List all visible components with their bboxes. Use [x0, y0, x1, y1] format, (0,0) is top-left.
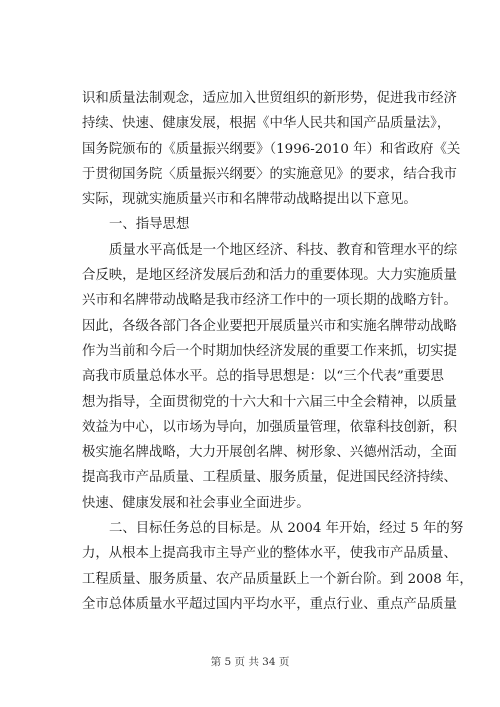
- text-line: 高我市质量总体水平。总的指导思想是：以“三个代表”重要思: [82, 369, 444, 385]
- page-number-label: 第 5 页 共 34 页: [210, 656, 290, 668]
- text-line: 质量水平高低是一个地区经济、科技、教育和管理水平的综: [109, 242, 458, 258]
- text-line: 全市总体质量水平超过国内平均水平，重点行业、重点产品质量: [82, 596, 457, 612]
- text-line: 合反映，是地区经济发展后劲和活力的重要体现。大力实施质量: [82, 268, 457, 284]
- text-line: 实际，现就实施质量兴市和名牌带动战略提出以下意见。: [82, 192, 417, 208]
- text-line: 国务院颁布的《质量振兴纲要》（1996-2010 年）和省政府《关: [82, 141, 461, 157]
- text-line: 极实施名牌战略，大力开展创名牌、树形象、兴德州活动，全面: [82, 445, 457, 461]
- text-line: 因此，各级各部门各企业要把开展质量兴市和实施名牌带动战略: [82, 318, 457, 334]
- text-line: 兴市和名牌带动战略是我市经济工作中的一项长期的战略方针。: [82, 293, 457, 309]
- text-line: 持续、快速、健康发展，根据《中华人民共和国产品质量法》，: [82, 116, 451, 132]
- document-body: [82, 86, 473, 617]
- text-line: 力，从根本上提高我市主导产业的整体水平，使我市产品质量、: [82, 546, 457, 562]
- text-line: 工程质量、服务质量、农产品质量跃上一个新台阶。到 2008 年，: [82, 571, 473, 587]
- text-line: 于贯彻国务院〈质量振兴纲要〉的实施意见》的要求，结合我市: [82, 166, 457, 182]
- text-line: 提高我市产品质量、工程质量、服务质量，促进国民经济持续、: [82, 470, 457, 486]
- section-heading: 一、指导思想: [109, 217, 190, 233]
- page-footer: [0, 654, 500, 669]
- text-line: 想为指导，全面贯彻党的十六大和十六届三中全会精神，以质量: [82, 394, 457, 410]
- text-line: 快速、健康发展和社会事业全面进步。: [82, 495, 310, 511]
- section-heading: 二、目标任务总的目标是。从 2004 年开始，经过 5 年的努: [109, 521, 464, 537]
- text-line: 作为当前和今后一个时期加快经济发展的重要工作来抓，切实提: [82, 343, 457, 359]
- text-line: 识和质量法制观念，适应加入世贸组织的新形势，促进我市经济: [82, 91, 457, 106]
- text-line: 效益为中心，以市场为导向，加强质量管理，依靠科技创新，积: [82, 419, 457, 435]
